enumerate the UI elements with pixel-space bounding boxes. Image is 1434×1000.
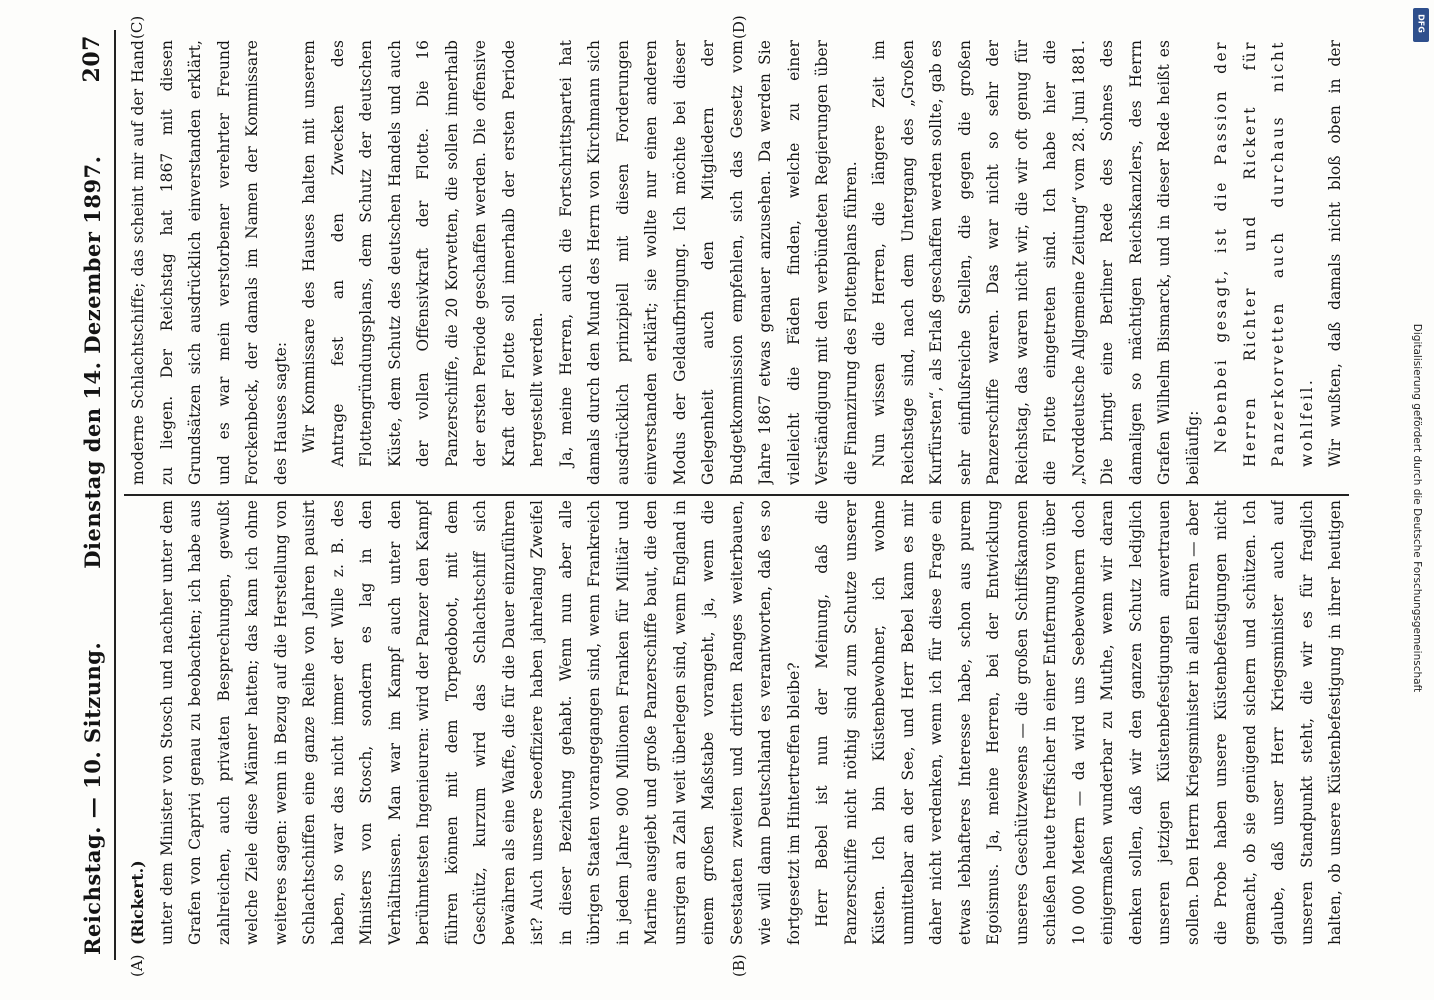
- quotation: Nebenbei gesagt, ist die Passion der Herren Richter und Rickert für Panzerkorvetten auch durchaus nicht wohlfeil.: [1212, 40, 1316, 467]
- speaker-name: (Rickert.): [129, 860, 147, 945]
- left-column: [124, 500, 1349, 945]
- paragraph: Ja, meine Herren, auch die Fortschrittspartei hat damals durch den Mund des Herrn von Kirchmann sich ausdrücklich prinzipiell mit diesen Forderungen einverstanden erklärt; sie wollte nur einen anderen Modus der Geldaufbringung. Ich möchte bei dieser Gelegenheit auch den Mitgliedern der Budgetkommission empfehlen, sich das Gesetz vom Jahre 1867 etwas genauer anzusehen. Da werden Sie vielleicht die Fäden finden, welche zu einer Verständigung mit den verbündeten Regierungen über die Finanzirung des Flottenplans führen.: [556, 40, 860, 485]
- header-date: Dienstag den 14. Dezember 1897.: [79, 155, 105, 569]
- dfg-logo-text: DFG: [1416, 14, 1426, 33]
- margin-marker-b: (B): [730, 954, 748, 977]
- quotation: Wir Kommissare des Hauses halten mit unserem Antrage fest an den Zwecken des Flottengründungsplans, dem Schutz der deutschen Küste, dem Schutz des deutschen Handels und auch der vollen Offensivkraft der Flotte. Die 16 Panzerschiffe, die 20 Korvetten, die sollen innerhalb der ersten Periode geschaffen werden. Die offensive Kraft der Flotte soll innerhalb der ersten Periode hergestellt werden.: [300, 40, 546, 467]
- margin-marker-a: (A): [128, 954, 146, 977]
- digitization-note-text: Digitalisierung gefördert durch die Deutsche Forschungsgemeinschaft: [1411, 323, 1423, 693]
- paragraph: unter dem Minister von Stosch und nachher unter dem Grafen von Caprivi genau zu beobachten; ich habe aus zahlreichen, auch privaten Besprechungen, gewußt welche Ziele diese Männer hatten; das kann ich ohne weiteres sagen: wenn in Bezug auf die Herstellung von Schlachtschiffen eine ganze Reihe von Jahren pausirt haben, so war das nicht immer der Wille z. B. des Ministers von Stosch, sondern es lag in den Verhältnissen. Man war im Kampf auch unter den berühmtesten Ingenieuren: wird der Panzer den Kampf führen können mit dem Torpedoboot, mit dem Geschütz, kurzum wird das Schlachtschiff sich bewähren als eine Waffe, die für die Dauer einzuführen ist? Auch unsere Seeoffiziere haben jahrelang Zweifel in dieser Beziehung gehabt. Wenn nun aber alle übrigen Staaten vorangegangen sind, wenn Frankreich in jedem Jahre 900 Millionen Franken für Militär und Marine ausgiebt und große Panzerschiffe baut, die den unsrigen an Zahl weit überlegen sind, wenn England in einem großen Maßstabe vorangeht, ja, wenn die Seestaaten zweiten und dritten Ranges weiterbauen, wie will dann Deutschland es verantworten, daß es so fortgesetzt im Hintertreffen bleibe?: [157, 500, 803, 945]
- paragraph: moderne Schlachtschiffe; das scheint mir auf der Hand zu liegen. Der Reichstag hat 1867 mit diesen Grundsätzen sich ausdrücklich einverstanden erklärt, und es war mein verstorbener verehrter Freund Forckenbeck, der damals im Namen der Kommissare des Hauses sagte:: [129, 40, 290, 485]
- header-rule: [114, 30, 116, 960]
- page-number: 207: [79, 35, 105, 83]
- right-column: [124, 40, 1349, 485]
- header-session: Reichstag. — 10. Sitzung.: [79, 641, 105, 955]
- paragraph: Nun wissen die Herren, die längere Zeit im Reichstage sind, nach dem Untergang des „Großen Kurfürsten“, als Erlaß geschaffen werden sollte, gab es sehr einflußreiche Stellen, die gegen die großen Panzerschiffe waren. Das war nicht so sehr der Reichstag, das waren nicht wir, die wir oft genug für die Flotte eingetreten sind. Ich habe hier die „Norddeutsche Allgemeine Zeitung“ vom 28. Juni 1881. Die bringt eine Berliner Rede des Sohnes des damaligen so mächtigen Reichskanzlers, des Herrn Grafen Wilhelm Bismarck, und in dieser Rede heißt es beiläufig:: [870, 40, 1202, 485]
- paragraph: Herr Bebel ist nun der Meinung, daß die Panzerschiffe nicht nöthig sind zum Schutze unserer Küsten. Ich bin Küstenbewohner, ich wohne unmittelbar an der See, und Herr Bebel kann es mir daher nicht verdenken, wenn ich für diese Frage ein etwas lebhafteres Interesse habe, schon aus purem Egoismus. Ja, meine Herren, bei der Entwicklung unseres Geschützwesens — die großen Schiffskanonen schießen heute treffsicher in einer Entfernung von über 10 000 Metern — da wird uns Seebewohnern doch einigermaßen wunderbar zu Muthe, wenn wir daran denken sollen, daß wir den ganzen Schutz lediglich unseren jetzigen Küstenbefestigungen anvertrauen sollen. Den Herrn Kriegsminister in allen Ehren — aber die Probe haben unsere Küstenbefestigungen nicht gemacht, ob sie genügend sichern und schützen. Ich glaube, daß unser Herr Kriegsminister auch auf unseren Standpunkt steht, die wir es für fraglich halten, ob unsere Küstenbefestigung in ihrer heutigen: [813, 500, 1344, 945]
- margin-marker-c: (C): [128, 15, 146, 39]
- digitization-note: [1406, 10, 1428, 990]
- newspaper-page: [62, 15, 1372, 985]
- column-divider: [124, 494, 1349, 496]
- page-header: [72, 35, 112, 955]
- paragraph: Wir wußten, daß damals nicht bloß oben in der: [1326, 40, 1344, 467]
- margin-marker-d: (D): [730, 15, 748, 39]
